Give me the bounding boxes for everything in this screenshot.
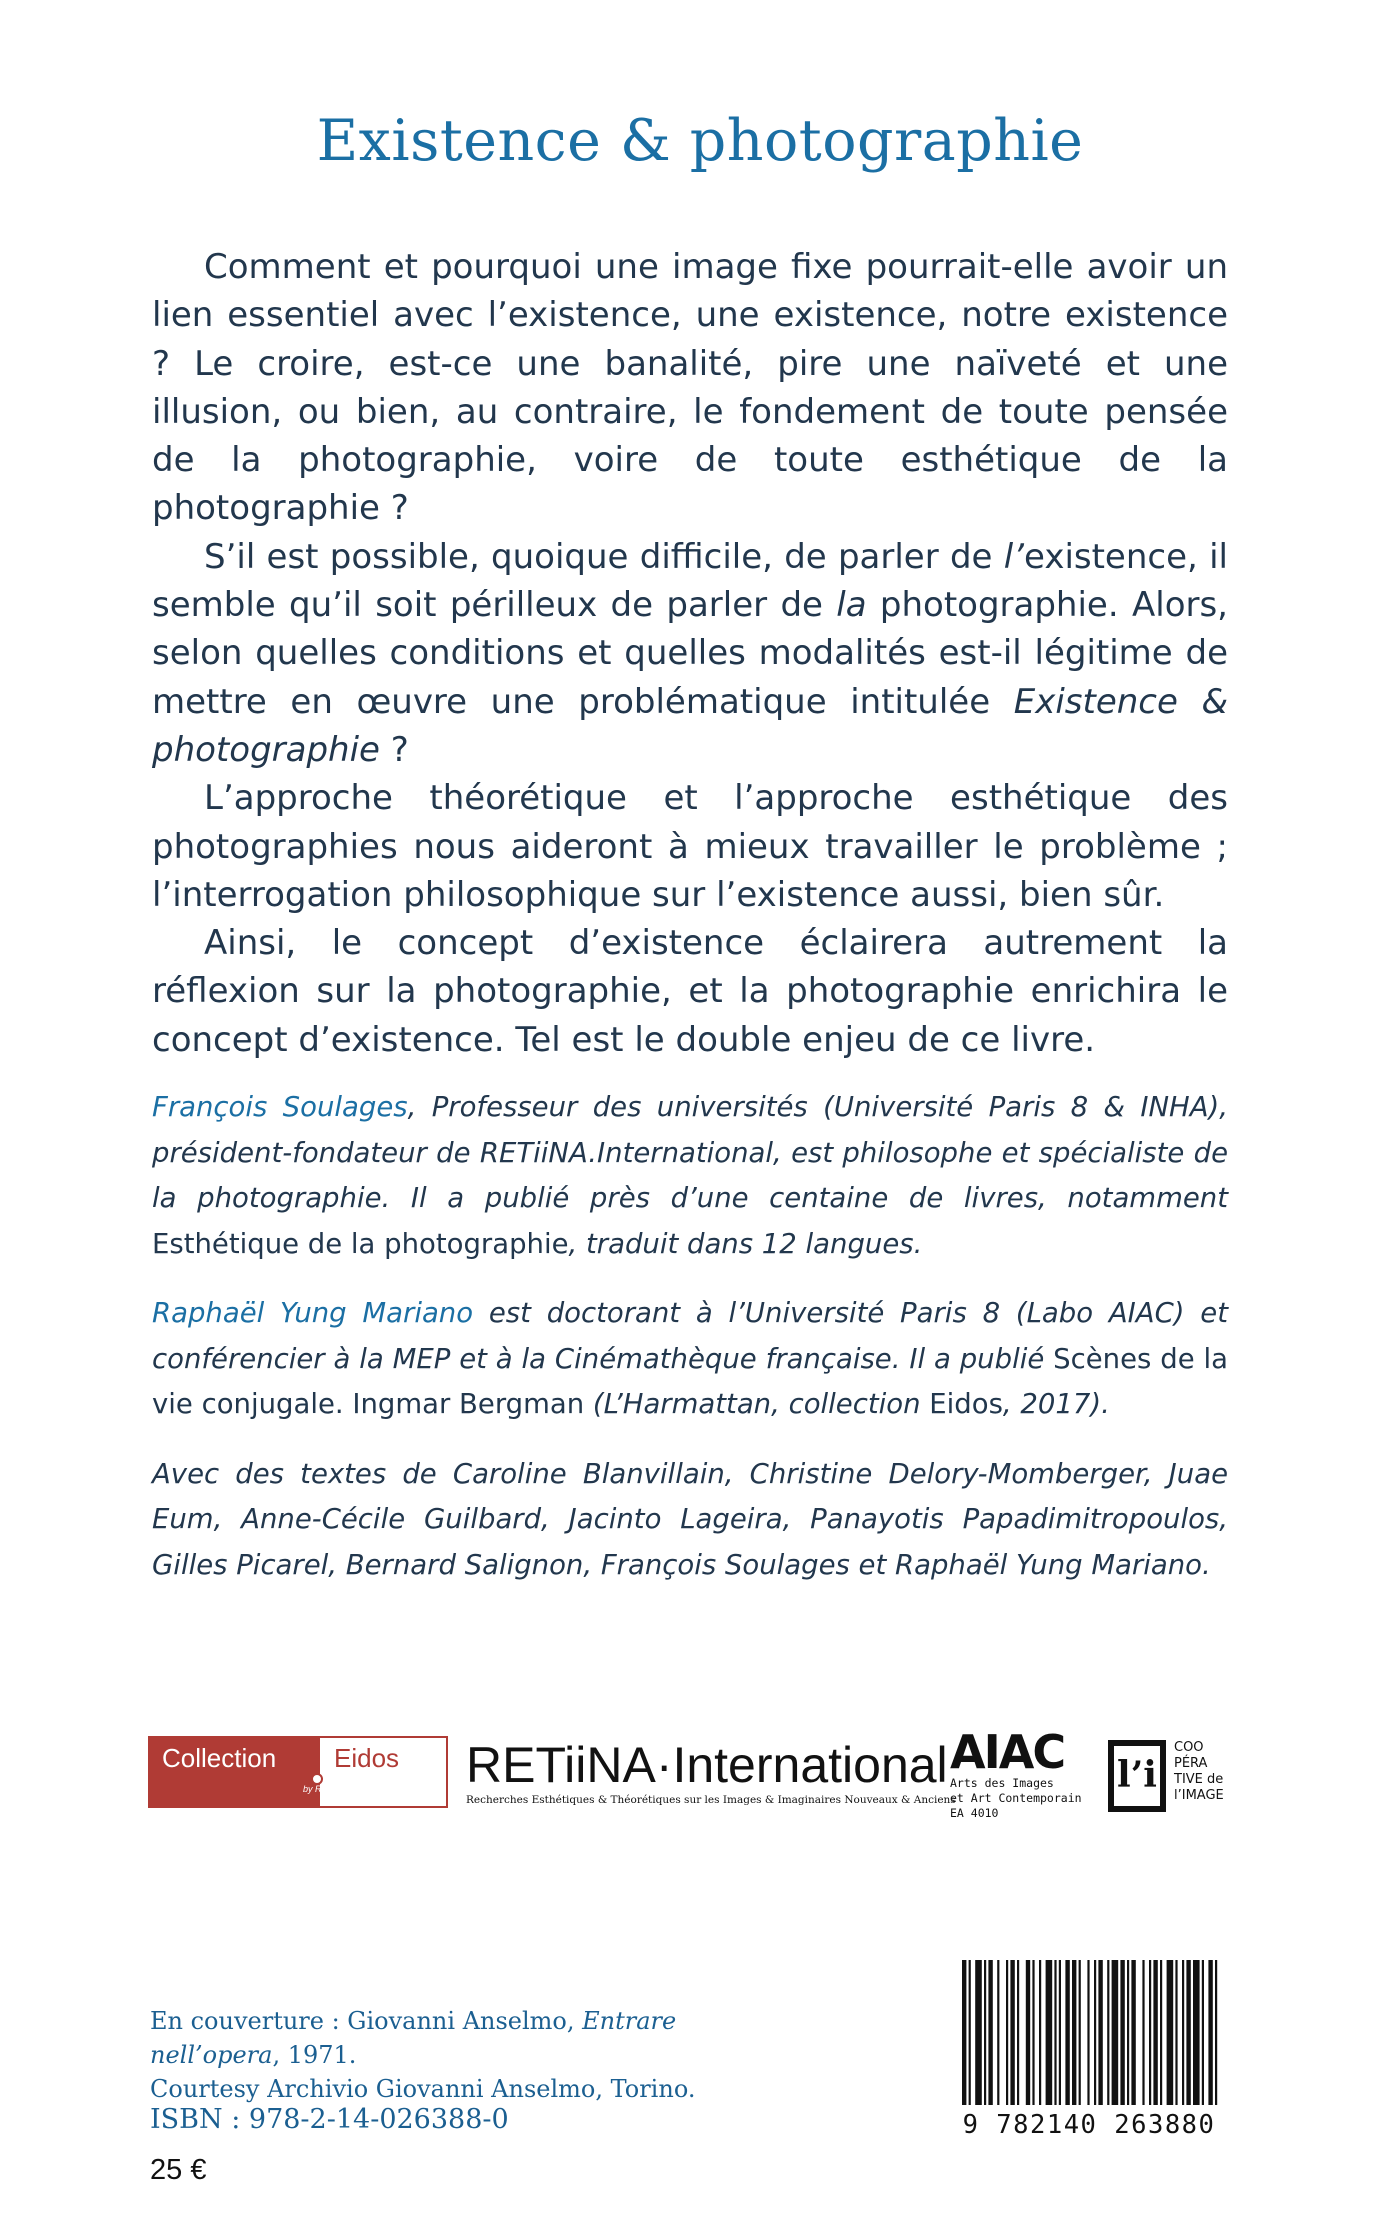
barcode-bar — [1046, 1960, 1053, 2105]
price: 25 € — [150, 2154, 207, 2186]
blurb-paragraph-1: Comment et pourquoi une image fixe pourrait-elle avoir un lien essentiel avec l’existence, une existence, notre existence ? Le croire, est-ce une banalité, pire une naïveté et une illusion, ou bien, au contraire, le fondement de toute pensée de la photographie, voire de toute esthétique de la photographie ? — [152, 247, 1228, 529]
barcode-bar — [1032, 1960, 1034, 2105]
aiac-logo: AIAC Arts des Images et Art Contemporain EA 4010 — [950, 1725, 1082, 1820]
barcode-bar — [1215, 1960, 1217, 2105]
author-bios — [152, 1085, 1228, 1612]
blurb-paragraph-4: Ainsi, le concept d’existence éclairera autrement la réflexion sur la photographie, et la photographie enrichira le concept d’existence. Tel est le double enjeu de ce livre. — [152, 923, 1228, 1060]
barcode-bar — [1160, 1960, 1162, 2105]
barcode-bar — [1010, 1960, 1014, 2105]
book-reference: Scènes de la vie conjugale. Ingmar Bergman — [152, 1342, 1228, 1420]
barcode-bar — [1202, 1960, 1204, 2105]
barcode-bar — [1098, 1960, 1102, 2105]
barcode-bar — [1193, 1960, 1200, 2105]
barcode — [954, 1960, 1224, 2160]
barcode-bar — [1131, 1960, 1135, 2105]
barcode-bar — [1182, 1960, 1184, 2105]
barcode-number: 9 782140 263880 — [962, 2110, 1216, 2140]
barcode-bar — [1107, 1960, 1109, 2105]
barcode-bar — [975, 1960, 982, 2105]
barcode-bar — [1026, 1960, 1030, 2105]
isbn: ISBN : 978-2-14-026388-0 — [150, 2104, 509, 2135]
barcode-bar — [1208, 1960, 1212, 2105]
barcode-bar — [1120, 1960, 1124, 2105]
barcode-bar — [1142, 1960, 1144, 2105]
author-bio-soulages: François Soulages, Professeur des universités (Université Paris 8 & INHA), président-fondateur de RETiiNA.International, est philosophe et spécialiste de la photographie. Il a publié près d’une centaine de livres, notamment Esthétique de la photographie, traduit dans 12 langues. — [152, 1091, 1228, 1260]
barcode-bar — [1175, 1960, 1177, 2105]
publisher-logos — [148, 1725, 1228, 1868]
barcode-bar — [1186, 1960, 1190, 2105]
barcode-bar — [1094, 1960, 1096, 2105]
book-title: Existence & photographie — [316, 108, 1084, 174]
cooperative-image-logo: l’i COO PÉRA TIVE de l’IMAGE — [1108, 1740, 1238, 1820]
barcode-bar — [1112, 1960, 1119, 2105]
book-reference: Esthétique de la photographie — [152, 1227, 569, 1260]
contributors: Avec des textes de Caroline Blanvillain, Christine Delory-Momberger, Juae Eum, Anne-Cécile Guilbard, Jacinto Lageira, Panayotis Papadimitropoulos, Gilles Picarel, Bernard Salignon, François Soulages et Raphaël Yung Mariano. — [152, 1457, 1228, 1581]
blurb-paragraph-3: L’approche théorétique et l’approche esthétique des photographies nous aideront à mieux travailler le problème ; l’interrogation philosophique sur l’existence aussi, bien sûr. — [152, 778, 1228, 915]
barcode-bar — [1087, 1960, 1089, 2105]
back-cover-blurb — [152, 243, 1228, 1064]
barcode-bar — [962, 1960, 966, 2105]
barcode-bar — [1072, 1960, 1076, 2105]
cover-credits: En couverture : Giovanni Anselmo, Entrare nell’opera, 1971. Courtesy Archivio Giovanni Anselmo, Torino. — [150, 2007, 696, 2103]
barcode-bar — [997, 1960, 999, 2105]
barcode-bar — [1127, 1960, 1129, 2105]
barcode-bar — [1059, 1960, 1061, 2105]
barcode-bar — [1054, 1960, 1056, 2105]
author-bio-mariano: Raphaël Yung Mariano est doctorant à l’Université Paris 8 (Labo AIAC) et conférencier à la MEP et à la Cinémathèque française. Il a publié Scènes de la vie conjugale. Ingmar Bergman (L’Harmattan, collection Eidos, 2017). — [152, 1297, 1228, 1420]
barcode-bar — [1006, 1960, 1008, 2105]
barcode-bar — [1167, 1960, 1174, 2105]
barcode-bar — [1065, 1960, 1069, 2105]
barcode-bar — [1079, 1960, 1081, 2105]
collection-eidos-logo: Collection Eidos by RETINA.International — [148, 1736, 448, 1808]
barcode-bar — [1039, 1960, 1041, 2105]
author-name: François Soulages — [152, 1091, 408, 1123]
author-name: Raphaël Yung Mariano — [152, 1297, 474, 1329]
barcode-bar — [969, 1960, 971, 2105]
barcode-bar — [1149, 1960, 1151, 2105]
barcode-bars — [954, 1960, 1224, 2110]
barcode-bar — [984, 1960, 986, 2105]
blurb-paragraph-2: S’il est possible, quoique difficile, de parler de l’existence, il semble qu’il soit périlleux de parler de la photographie. Alors, selon quelles conditions et quelles modalités est-il légitime de mettre en œuvre une problématique intitulée Existence & photographie ? — [152, 536, 1228, 770]
barcode-bar — [1153, 1960, 1157, 2105]
barcode-bar — [1017, 1960, 1019, 2105]
barcode-bar — [988, 1960, 992, 2105]
retina-international-logo: RETiiNA·International Recherches Esthétiques & Théorétiques sur les Images & Imaginaires Nouveaux & Anciens — [466, 1737, 956, 1806]
